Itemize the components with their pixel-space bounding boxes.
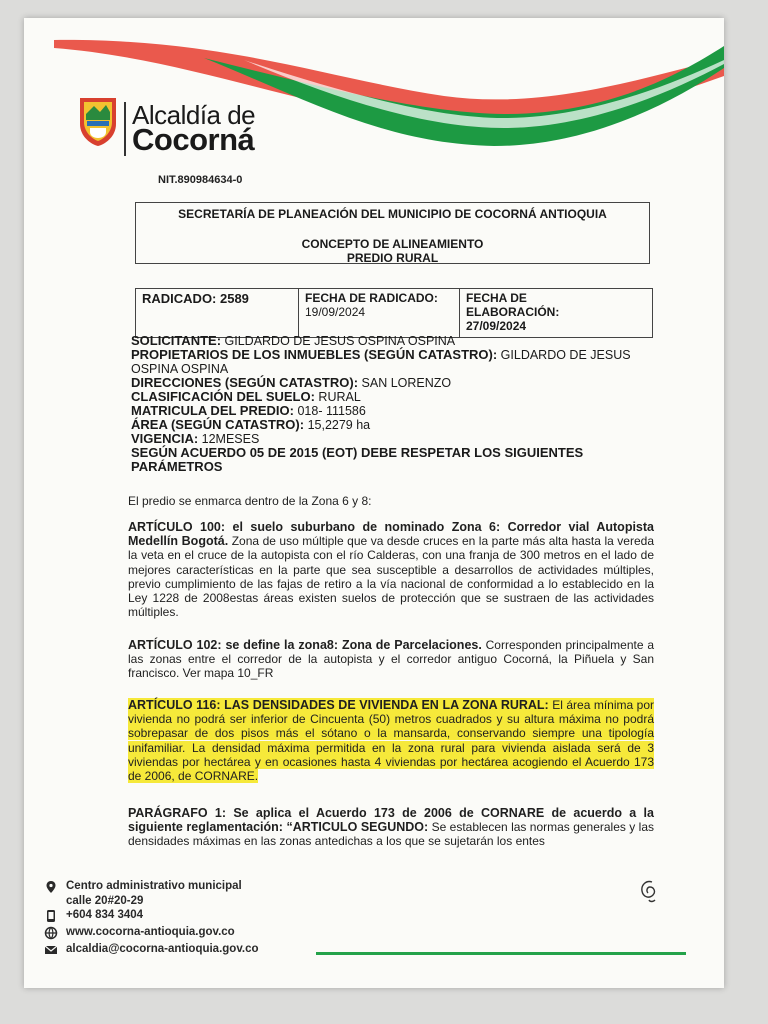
clasificacion-label: CLASIFICACIÓN DEL SUELO: — [131, 389, 315, 404]
solicitante-label: SOLICITANTE: — [131, 333, 222, 348]
fecha-elaboracion-label2: ELABORACIÓN: — [466, 305, 560, 319]
footer-green-line — [316, 952, 686, 955]
direcciones-label: DIRECCIONES (SEGÚN CATASTRO): — [131, 375, 359, 390]
propietarios-label: PROPIETARIOS DE LOS INMUEBLES (SEGÚN CATASTRO): — [131, 347, 498, 362]
area-label: ÁREA (SEGÚN CATASTRO): — [131, 417, 305, 432]
email-icon — [44, 943, 58, 957]
logo-divider — [124, 102, 126, 156]
paragrafo-1-title: PARÁGRAFO 1: Se aplica el Acuerdo 173 de 2006 de CORNARE de acuerdo a la siguiente reglamentación: “ARTICULO SEGUNDO: — [128, 806, 654, 835]
direcciones-value: SAN LORENZO — [361, 376, 452, 390]
matricula-value: 018- 111586 — [297, 404, 366, 418]
articulo-116-text: El área mínima por vivienda no podrá ser inferior de Cincuenta (50) metros cuadrados y su altura máxima no podrá sobrepasar de dos pisos más el sótano o la mansarda, conservando siempre una tipología unifamiliar. La densidad máxima permitida en la zona rural para vivienda aislada será de 3 viviendas por hectárea y en ocasiones hasta 4 viviendas por hectárea acogiendo el Acuerdo 173 de 2006, de CORNARE. — [128, 698, 655, 784]
fecha-radicado-label: FECHA DE RADICADO: — [305, 291, 438, 305]
paragrafo-1-paragraph — [128, 806, 654, 849]
predio-info — [131, 334, 651, 474]
website-link[interactable]: www.cocorna-antioquia.gov.co — [66, 926, 235, 938]
intro-paragraph: El predio se enmarca dentro de la Zona 6 y 8: — [128, 494, 372, 508]
fecha-elaboracion-value: 27/09/2024 — [466, 319, 527, 333]
nit-number: NIT.890984634-0 — [158, 174, 243, 186]
area-value: 15,2279 ha — [307, 418, 371, 432]
center-title: Centro administrativo municipal — [66, 880, 242, 892]
articulo-102-title: ARTÍCULO 102: se define la zona8: Zona de Parcelaciones. — [128, 638, 482, 652]
propietarios-value: GILDARDO DE JESUS OSPINA OSPINA — [131, 348, 631, 376]
email-link[interactable]: alcaldia@cocorna-antioquia.gov.co — [66, 943, 259, 955]
initial-signature-mark — [636, 876, 662, 904]
articulo-102-text: Corresponden principalmente a las zonas entre el corredor de la autopista y el corredor antiguo Cocorná, la Piñuela y San francisco. Ver mapa 10_FR — [128, 638, 655, 681]
footer-street — [38, 895, 358, 907]
radicado-table — [135, 288, 653, 338]
fecha-elaboracion-label1: FECHA DE — [466, 291, 527, 305]
logo-title-line1: Alcaldía de — [132, 100, 256, 130]
address-value: calle 20#20-29 — [66, 895, 144, 907]
document-page — [24, 18, 724, 988]
articulo-116-title: ARTÍCULO 116: LAS DENSIDADES DE VIVIENDA EN LA ZONA RURAL: — [128, 698, 549, 712]
acuerdo-heading: SEGÚN ACUERDO 05 DE 2015 (EOT) DEBE RESPETAR LOS SIGUIENTES PARÁMETROS — [131, 445, 584, 474]
footer-web — [38, 924, 358, 941]
articulo-100-paragraph — [128, 520, 654, 619]
concept-title: CONCEPTO DE ALINEAMIENTO — [301, 237, 484, 251]
document-header-box — [135, 202, 650, 264]
articulo-100-text: Zona de uso múltiple que va desde cruces en la parte más alta hasta la vereda la veta en el cruce de la autopista con el río Calderas, con una franja de 300 metros en el lado de mejores características en la parte que sea susceptible a desarrollos de actividades múltiples, previo cumplimiento de las fajas de retiro a la vía nacional de conformidad a lo establecido en la Ley 1228 de 2008estas áreas existen suelos de protección que se sustraen de las actividades múltiples. — [128, 534, 654, 620]
phone-value: +604 834 3404 — [66, 909, 144, 921]
footer-phone — [38, 907, 358, 924]
fecha-elaboracion-cell — [460, 289, 653, 338]
footer-address — [38, 878, 358, 895]
vigencia-label: VIGENCIA: — [131, 431, 199, 446]
secretaria-title: SECRETARÍA DE PLANEACIÓN DEL MUNICIPIO DE COCORNÁ ANTIOQUIA — [178, 207, 607, 221]
coat-of-arms-icon — [76, 94, 120, 148]
phone-icon — [44, 909, 58, 923]
radicado-cell — [136, 289, 299, 338]
alcaldia-logo — [76, 94, 306, 194]
fecha-radicado-value: 19/09/2024 — [305, 305, 366, 319]
clasificacion-value: RURAL — [318, 390, 361, 404]
fecha-radicado-cell — [299, 289, 460, 338]
articulo-100-title: ARTÍCULO 100: el suelo suburbano de nominado Zona 6: Corredor vial Autopista Medellín Bogotá. — [128, 520, 654, 549]
contact-footer — [38, 878, 358, 958]
articulo-102-paragraph — [128, 638, 654, 681]
matricula-label: MATRICULA DEL PREDIO: — [131, 403, 294, 418]
articulo-116-paragraph — [128, 698, 654, 783]
footer-email — [38, 941, 358, 958]
radicado-label: RADICADO: 2589 — [142, 291, 249, 306]
paragrafo-1-text: Se establecen las normas generales y las densidades máximas en las zonas antedichas a los que se sujetarán los entes — [128, 820, 655, 849]
vigencia-value: 12MESES — [201, 432, 260, 446]
solicitante-value: GILDARDO DE JESUS OSPINA OSPINA — [224, 334, 456, 348]
globe-icon — [44, 926, 58, 940]
location-pin-icon — [44, 880, 58, 894]
logo-title-line2: Cocorná — [132, 122, 255, 157]
predio-type: PREDIO RURAL — [346, 251, 439, 265]
